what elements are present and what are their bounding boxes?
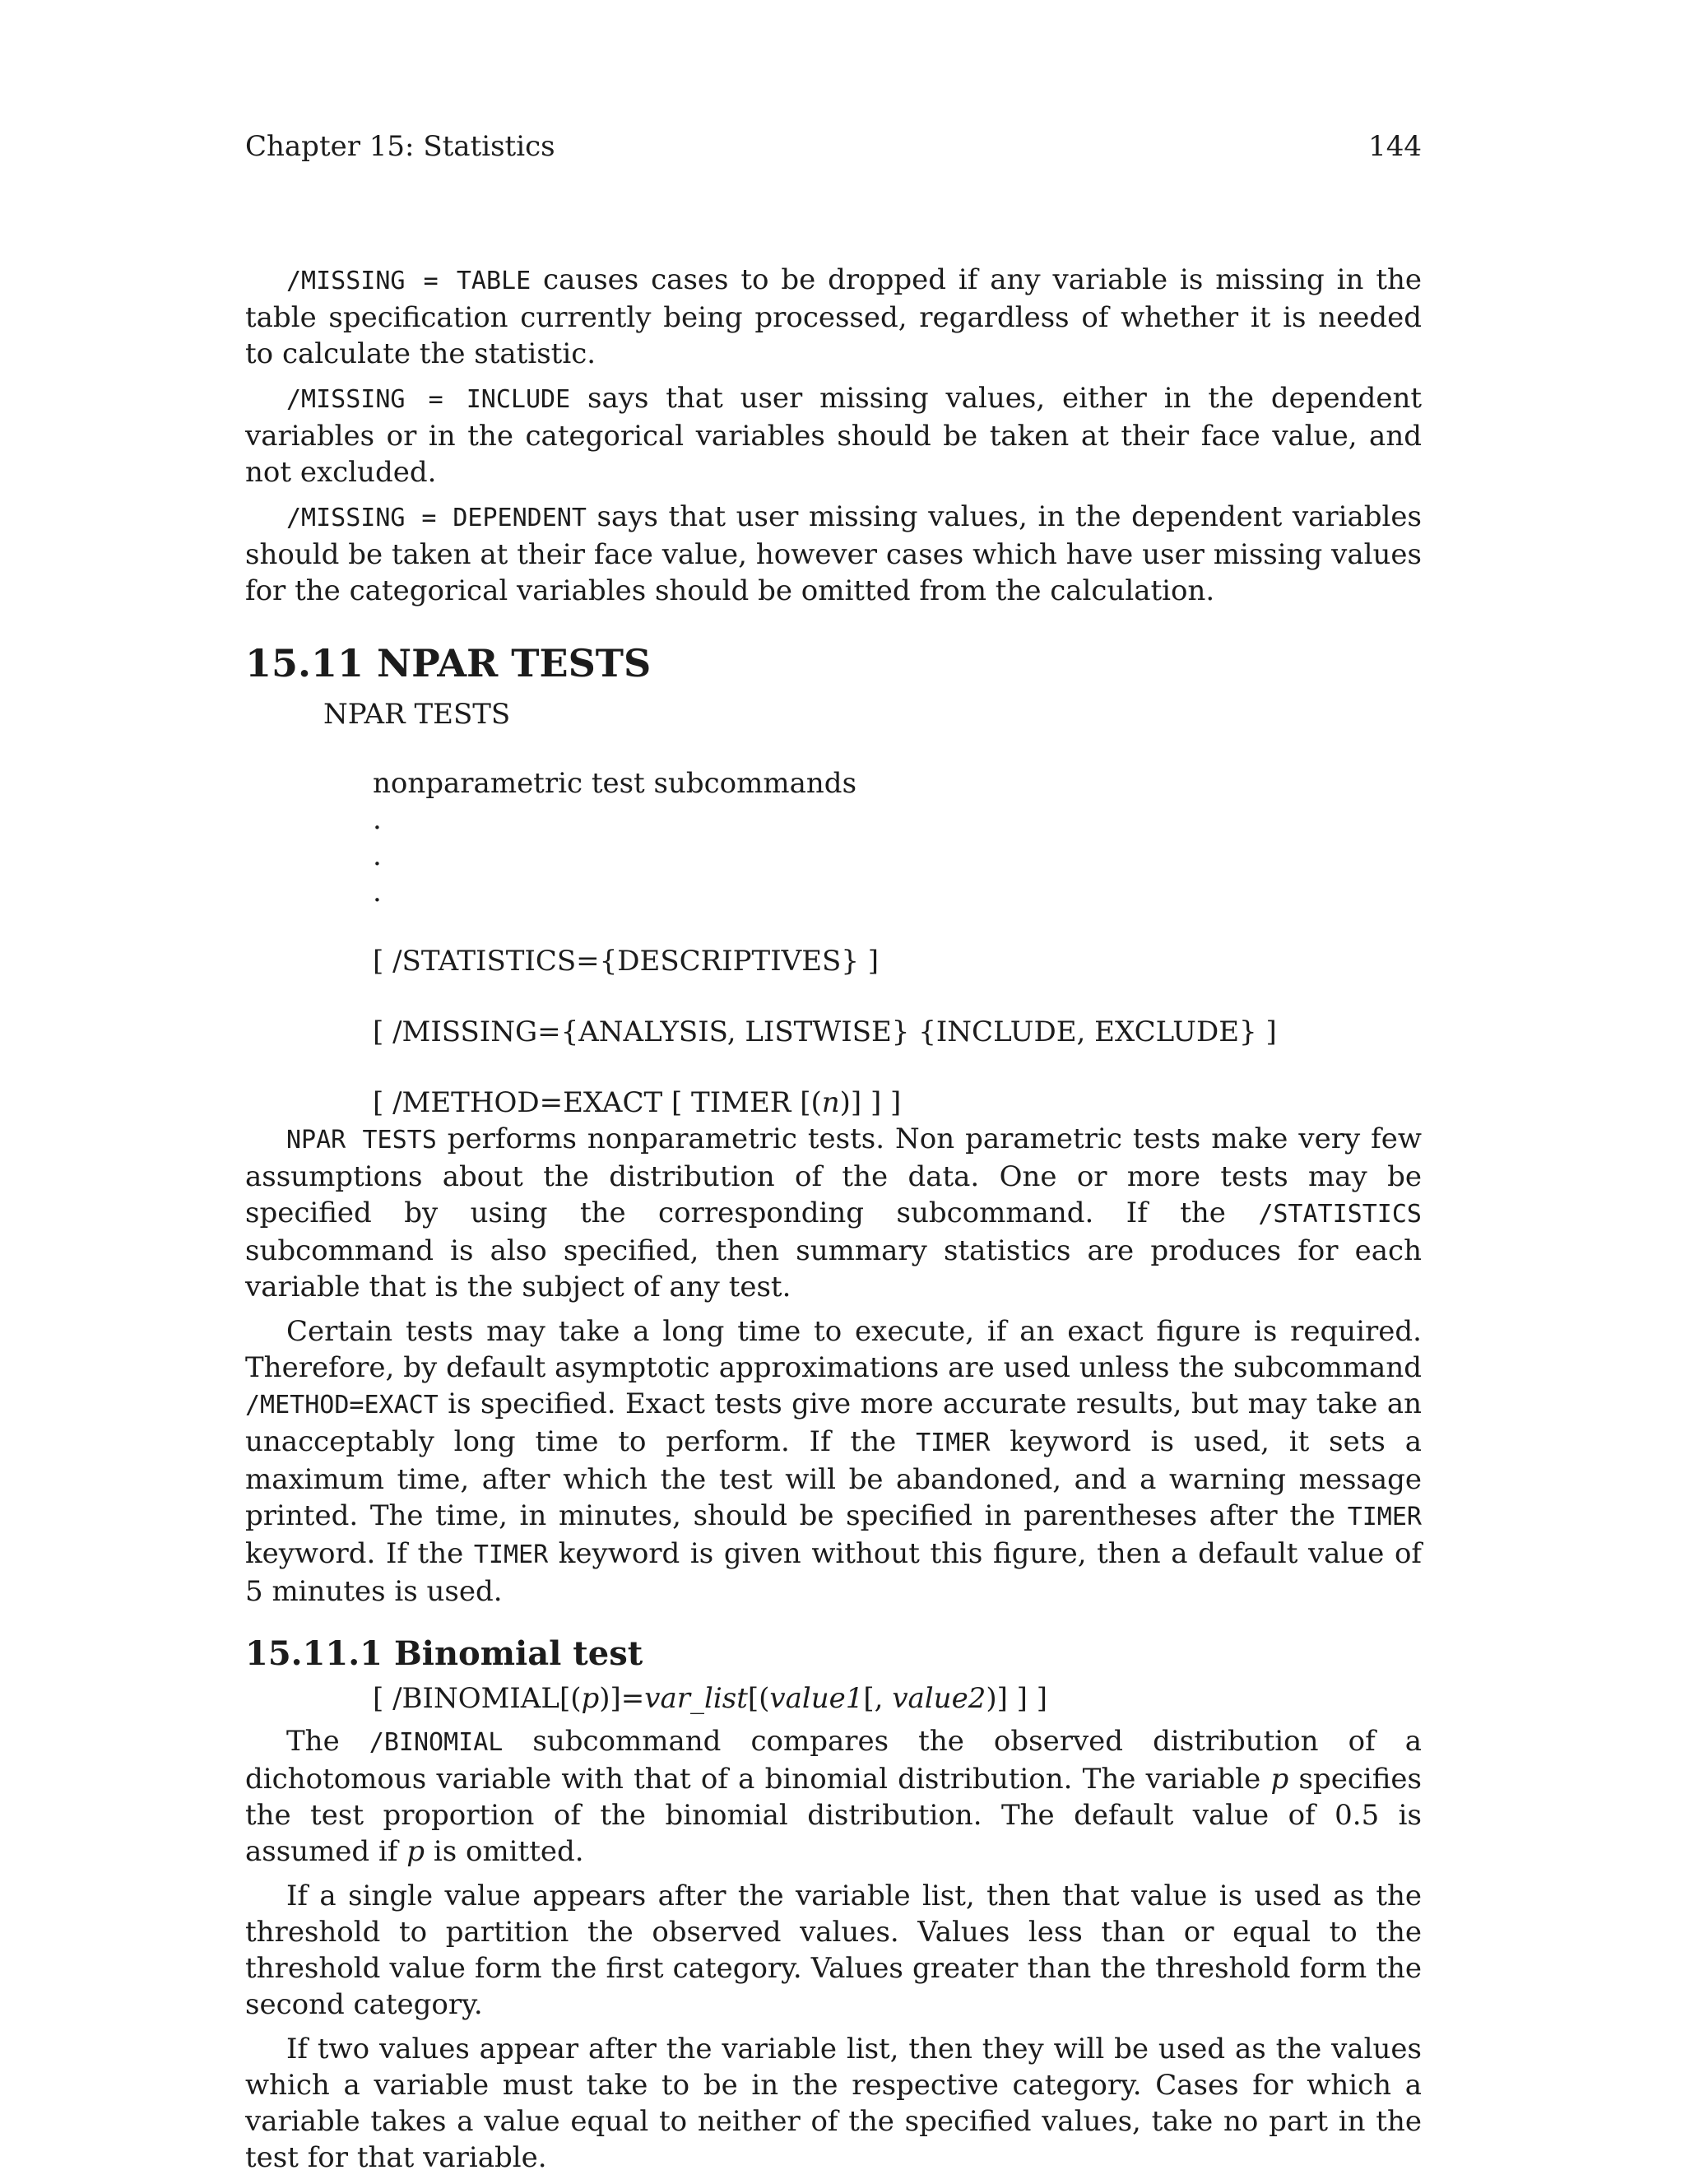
paragraph-text: The xyxy=(286,1725,369,1758)
syntax-part: )] ] ] xyxy=(986,1682,1048,1715)
syntax-ellipsis-dot: . xyxy=(373,876,382,908)
paragraph-binomial-single-value: If a single value appears after the variable list, then that value is used as the threshold to partition the observed values. Values less than or equal to the threshold value form the first category. Values greater than the threshold form the second category. xyxy=(245,1880,1422,2021)
code-timer: TIMER xyxy=(1347,1503,1422,1531)
syntax-var-n: n xyxy=(821,1086,840,1119)
syntax-ellipsis-dot: . xyxy=(373,803,382,836)
page-body xyxy=(245,262,1422,2184)
code-timer: TIMER xyxy=(473,1540,549,1569)
paragraph-npar-intro xyxy=(245,1121,1422,1305)
paragraph-missing-include xyxy=(245,380,1422,490)
paragraph-npar-exact xyxy=(245,1313,1422,1610)
syntax-command: NPAR TESTS xyxy=(323,698,511,731)
paragraph-missing-table xyxy=(245,262,1422,372)
paragraph-text: is omitted. xyxy=(425,1835,584,1868)
syntax-var-list: var_list xyxy=(644,1682,748,1715)
var-p: p xyxy=(1270,1763,1289,1796)
paragraph-text: subcommand compares the observed distribution of a dichotomous variable with that of a binomial distribution. The variable xyxy=(245,1725,1422,1796)
paragraph-text: specifies the test proportion of the binomial distribution. The default value of 0.5 is assumed if xyxy=(245,1763,1422,1868)
paragraph-text: causes cases to be dropped if any variable is missing in the table specification currently being processed, regardless of whether it is needed to calculate the statistic. xyxy=(245,263,1422,370)
syntax-part: [ /METHOD=EXACT [ TIMER [( xyxy=(373,1086,822,1119)
code-missing-include: /MISSING = INCLUDE xyxy=(286,385,571,414)
syntax-subcommands: nonparametric test subcommands xyxy=(373,767,857,800)
syntax-value1: value1 xyxy=(769,1682,864,1715)
chapter-title: Chapter 15: Statistics xyxy=(245,130,555,163)
syntax-value2: value2 xyxy=(892,1682,986,1715)
paragraph-text: subcommand is also specified, then summary statistics are produces for each variable that is the subject of any test. xyxy=(245,1234,1422,1303)
code-statistics: /STATISTICS xyxy=(1258,1200,1422,1229)
paragraph-text: performs nonparametric tests. Non parametric tests make very few assumptions about the distribution of the data. One or more tests may be specified by using the corresponding subcommand. If the xyxy=(245,1122,1422,1229)
code-timer: TIMER xyxy=(916,1429,991,1457)
code-method-exact: /METHOD=EXACT xyxy=(245,1391,439,1420)
syntax-ellipsis-dot: . xyxy=(373,839,382,872)
syntax-part: )] ] ] xyxy=(839,1086,902,1119)
paragraph-text: Certain tests may take a long time to execute, if an exact figure is required. Therefore, by default asymptotic approximations are used unless the subcommand xyxy=(245,1315,1422,1384)
code-missing-dependent: /MISSING = DEPENDENT xyxy=(286,504,587,532)
syntax-binomial xyxy=(373,1680,1422,1717)
running-header xyxy=(245,130,1422,163)
syntax-missing: [ /MISSING={ANALYSIS, LISTWISE} {INCLUDE, EXCLUDE} ] xyxy=(373,1015,1277,1048)
syntax-statistics: [ /STATISTICS={DESCRIPTIVES} ] xyxy=(373,945,880,978)
paragraph-text: keyword. If the xyxy=(245,1537,474,1570)
code-npar-tests: NPAR TESTS xyxy=(286,1126,437,1155)
syntax-method xyxy=(373,1085,1422,1121)
var-p: p xyxy=(406,1835,425,1868)
section-heading: 15.11 NPAR TESTS xyxy=(245,641,652,685)
paragraph-binomial-intro xyxy=(245,1723,1422,1870)
paragraph-text: says that user missing values, either in the dependent variables or in the categorical variables should be taken at their face value, and not excluded. xyxy=(245,382,1423,489)
code-missing-table: /MISSING = TABLE xyxy=(286,267,531,295)
page-number: 144 xyxy=(1368,130,1422,163)
syntax-part: )]= xyxy=(599,1682,645,1715)
paragraph-text: keyword is used, it sets a maximum time, after which the test will be abandoned, and a warning message printed. The time, in minutes, should be specified in parentheses after the xyxy=(245,1425,1422,1532)
subsection-heading: 15.11.1 Binomial test xyxy=(245,1634,643,1673)
code-binomial: /BINOMIAL xyxy=(369,1728,504,1757)
paragraph-text: says that user missing values, in the dependent variables should be taken at their face value, however cases which have user missing values for the categorical variables should be omitted from the calculation. xyxy=(245,500,1423,607)
syntax-var-p: p xyxy=(581,1682,600,1715)
paragraph-binomial-two-values: If two values appear after the variable list, then they will be used as the values which a variable must take to be in the respective category. Cases for which a variable takes a value equal to neither of the specified values, take no part in the test for that variable. xyxy=(245,2033,1422,2174)
syntax-part: [ /BINOMIAL[( xyxy=(373,1682,582,1715)
paragraph-missing-dependent xyxy=(245,499,1422,609)
paragraph-text: is specified. Exact tests give more accurate results, but may take an unacceptably long time to perform. If the xyxy=(245,1387,1422,1458)
paragraph-text: keyword is given without this figure, then a default value of 5 minutes is used. xyxy=(245,1537,1423,1608)
syntax-part: [, xyxy=(863,1682,893,1715)
syntax-block xyxy=(373,765,1422,1121)
syntax-part: [( xyxy=(747,1682,770,1715)
